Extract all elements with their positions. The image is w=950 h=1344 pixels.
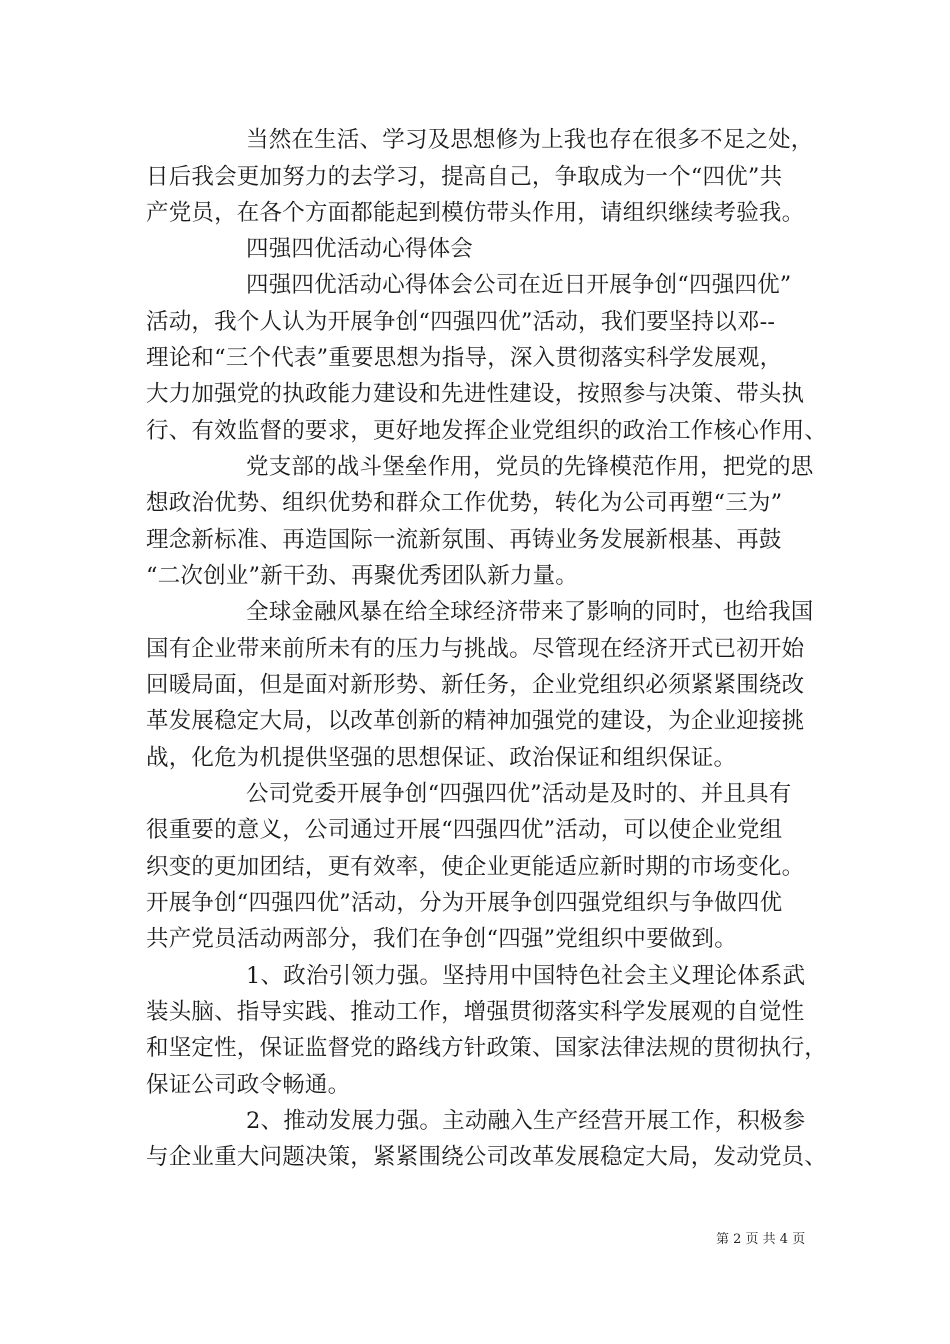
- text-line: 日后我会更加努力的去学习，提高自己，争取成为一个“四优”共: [146, 164, 783, 190]
- section-heading: 四强四优活动心得体会: [246, 236, 474, 262]
- text-line: 和坚定性，保证监督党的路线方针政策、国家法律法规的贯彻执行，: [146, 1035, 828, 1061]
- text-line: 革发展稳定大局，以改革创新的精神加强党的建设，为企业迎接挑: [146, 708, 805, 734]
- text-line: 党支部的战斗堡垒作用，党员的先锋模范作用，把党的思: [246, 454, 814, 480]
- page-number-footer: 第 2 页 共 4 页: [716, 1232, 806, 1247]
- text-line: 全球金融风暴在给全球经济带来了影响的同时，也给我国: [246, 599, 814, 625]
- text-line: 当然在生活、学习及思想修为上我也存在很多不足之处，: [246, 127, 814, 153]
- text-line: 与企业重大问题决策，紧紧围绕公司改革发展稳定大局，发动党员、: [146, 1144, 828, 1170]
- text-line: 2、推动发展力强。主动融入生产经营开展工作，积极参: [246, 1108, 806, 1134]
- text-line: 想政治优势、组织优势和群众工作优势，转化为公司再塑“三为”: [146, 490, 783, 516]
- text-line: 1、政治引领力强。坚持用中国特色社会主义理论体系武: [246, 963, 806, 989]
- text-line: 活动，我个人认为开展争创“四强四优”活动，我们要坚持以邓--: [146, 309, 776, 335]
- text-line: 很重要的意义，公司通过开展“四强四优”活动，可以使企业党组: [146, 817, 783, 843]
- text-line: 回暖局面，但是面对新形势、新任务，企业党组织必须紧紧围绕改: [146, 672, 805, 698]
- text-line: 国有企业带来前所未有的压力与挑战。尽管现在经济开式已初开始: [146, 636, 805, 662]
- text-line: 保证公司政令畅通。: [146, 1072, 351, 1098]
- text-line: 理论和“三个代表”重要思想为指导，深入贯彻落实科学发展观，: [146, 345, 783, 371]
- text-line: 行、有效监督的要求，更好地发挥企业党组织的政治工作核心作用、: [146, 418, 828, 444]
- text-line: 织变的更加团结，更有效率，使企业更能适应新时期的市场变化。: [146, 854, 805, 880]
- text-line: 产党员，在各个方面都能起到模仿带头作用，请组织继续考验我。: [146, 200, 805, 226]
- text-line: 四强四优活动心得体会公司在近日开展争创“四强四优”: [246, 272, 792, 298]
- text-line: 大力加强党的执政能力建设和先进性建设，按照参与决策、带头执: [146, 381, 805, 407]
- text-line: 装头脑、指导实践、推动工作，增强贯彻落实科学发展观的自觉性: [146, 999, 805, 1025]
- text-line: 开展争创“四强四优”活动，分为开展争创四强党组织与争做四优: [146, 890, 783, 916]
- text-line: 理念新标准、再造国际一流新氛围、再铸业务发展新根基、再鼓: [146, 527, 782, 553]
- text-line: 共产党员活动两部分，我们在争创“四强”党组织中要做到。: [146, 926, 737, 952]
- text-line: 战，化危为机提供坚强的思想保证、政治保证和组织保证。: [146, 745, 737, 771]
- text-line: “二次创业”新干劲、再聚优秀团队新力量。: [146, 563, 579, 589]
- text-line: 公司党委开展争创“四强四优”活动是及时的、并且具有: [246, 781, 792, 807]
